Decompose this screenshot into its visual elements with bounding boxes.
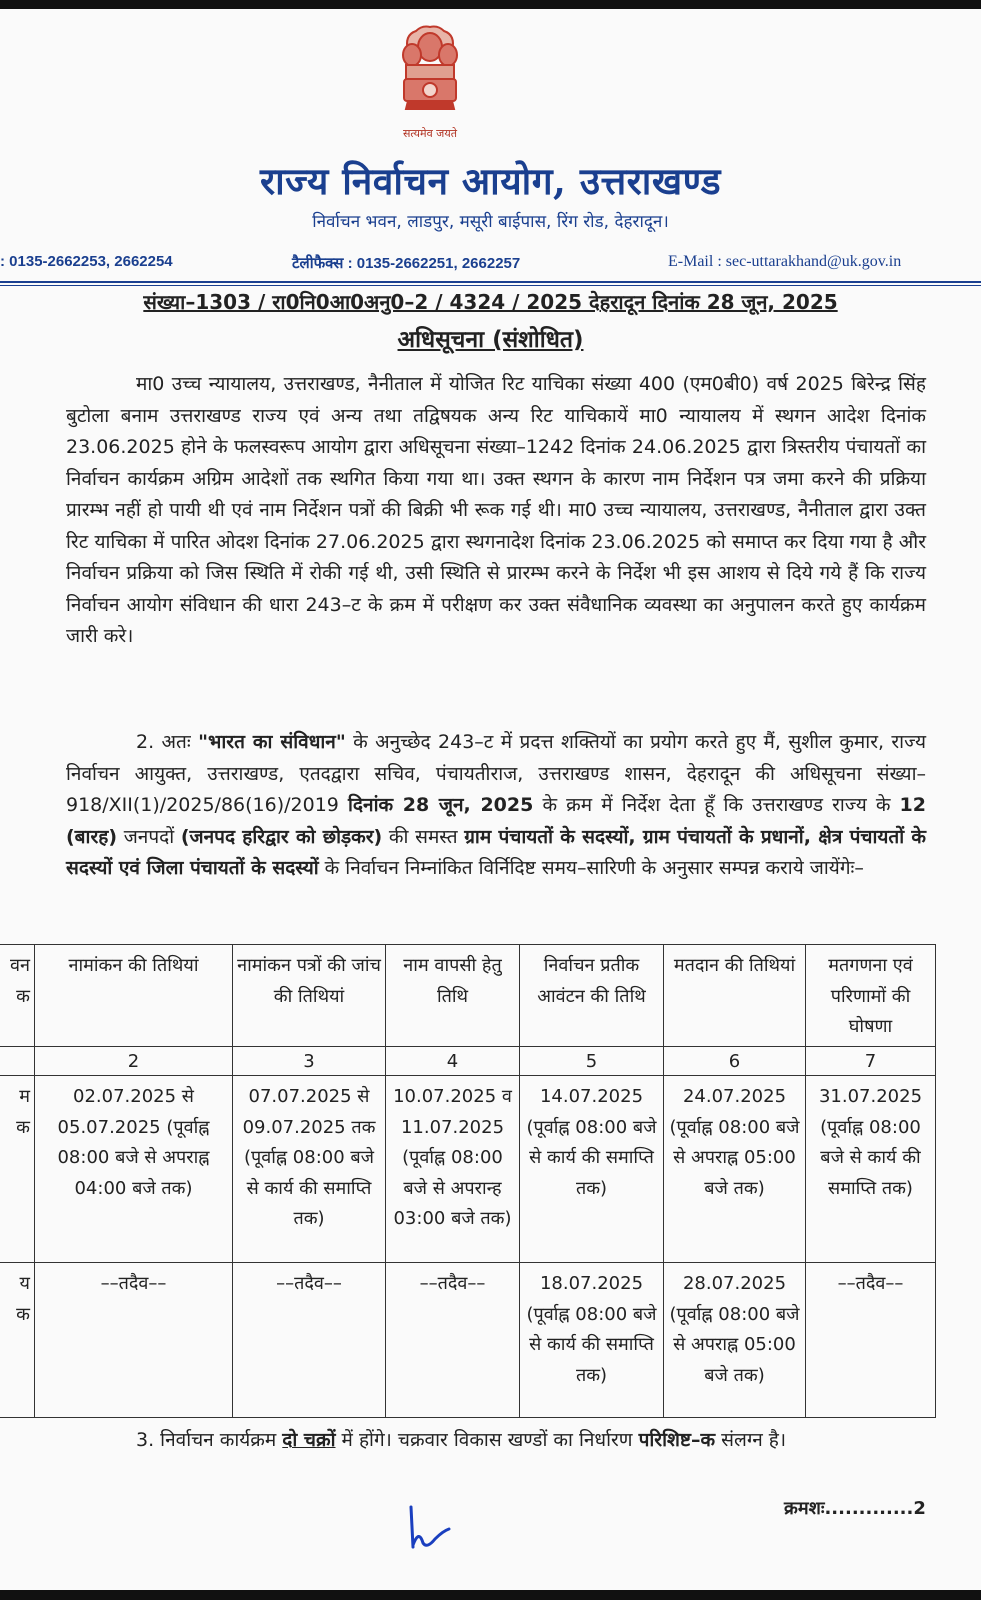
national-emblem-icon [394,21,466,123]
column-number: 7 [806,1047,936,1076]
para3-bold: परिशिष्ट–क [638,1429,716,1451]
para2-bold: (जनपद हरिद्वार को छोड़कर) [180,825,383,848]
reference-number: संख्या–1303 / रा0नि0आ0अनु0–2 / 4324 / 2025 देहरादून दिनांक 28 जून, 2025 [143,290,838,314]
table-header-cell: नामांकन पत्रों की जांच की तिथियां [233,945,386,1047]
table-cell: 02.07.2025 से 05.07.2025 (पूर्वाह्न 08:00 बजे से अपराह्न 04:00 बजे तक) [35,1076,233,1263]
header-divider-thin [0,285,981,286]
header-divider [0,281,981,283]
para2-text: की समस्त [382,825,465,848]
table-cell: 31.07.2025 (पूर्वाह्न 08:00 बजे से कार्य की समाप्ति तक) [806,1076,936,1263]
para3-bold: दो चक्रों [282,1429,336,1451]
para2-text: 2. अतः [136,731,199,753]
column-number: 2 [35,1047,233,1076]
column-number: 5 [520,1047,664,1076]
motto-text: सत्यमेव जयते [402,127,457,140]
phone-number: : 0135-2662253, 2662254 [0,253,173,270]
table-cell: ––तदैव–– [233,1263,386,1418]
table-cell: ––तदैव–– [35,1263,233,1418]
table-cell: 18.07.2025 (पूर्वाह्न 08:00 बजे से कार्य की समाप्ति तक) [520,1263,664,1418]
table-cell: ––तदैव–– [806,1263,936,1418]
table-cell: म क [0,1076,35,1263]
table-header-cell: वन क [0,945,35,1047]
table-header-cell: मतदान की तिथियां [664,945,806,1047]
table-row [0,1263,936,1418]
telefax-number: टैलीफैक्स : 0135-2662251, 2662257 [292,255,521,272]
table-cell: 07.07.2025 से 09.07.2025 तक (पूर्वाह्न 08:00 बजे से कार्य की समाप्ति तक) [233,1076,386,1263]
para2-bold: "भारत का संविधान" [198,731,346,753]
email-address: E-Mail : sec-uttarakhand@uk.gov.in [668,253,902,270]
table-cell: 24.07.2025 (पूर्वाह्न 08:00 बजे से अपराह्न 05:00 बजे तक) [664,1076,806,1263]
para2-bold: ग्राम पंचायतों के सदस्यों, ग्राम पंचायतों के प्रधानों, क्षेत्र पंचायतों के सदस्यों एवं जिला पंचायतों के सदस्यों [66,825,926,879]
document-page [0,9,981,1590]
table-header-cell: मतगणना एवं परिणामों की घोषणा [806,945,936,1047]
signature-icon [405,1499,455,1554]
para2-text: जनपदों [117,825,181,848]
table-cell: 28.07.2025 (पूर्वाह्न 08:00 बजे से अपराह्न 05:00 बजे तक) [664,1263,806,1418]
para3-text: संलग्न है। [715,1429,787,1451]
para3-text: में होंगे। चक्रवार विकास खण्डों का निर्धारण [335,1429,639,1451]
paragraph-3 [66,1425,926,1457]
table-cell: 10.07.2025 व 11.07.2025 (पूर्वाह्न 08:00 बजे से अपरान्ह 03:00 बजे तक) [386,1076,520,1263]
para3-text: 3. निर्वाचन कार्यक्रम [136,1429,283,1451]
table-cell: य क [0,1263,35,1418]
para2-bold: 12 (बारह) [66,794,926,848]
page-continuation: क्रमशः.............2 [784,1498,926,1519]
para2-text: के अनुच्छेद 243–ट में प्रदत्त शक्तियों का प्रयोग करते हुए मैं, सुशील कुमार, राज्य निर्वाचन आयुक्त, उत्तराखण्ड, एतदद्वारा सचिव, पंचायतीराज, उत्तराखण्ड शासन, देहरादून की अधिसूचना संख्या–918/XII(1)/2025/86(16)/2019 [66,731,926,816]
election-schedule-table [0,944,936,1418]
table-header-cell: नाम वापसी हेतु तिथि [386,945,520,1047]
table-cell: ––तदैव–– [386,1263,520,1418]
column-number: 4 [386,1047,520,1076]
table-header-cell: नामांकन की तिथियां [35,945,233,1047]
notification-heading: अधिसूचना (संशोधित) [397,327,584,353]
organization-address: निर्वाचन भवन, लाडपुर, मसूरी बाईपास, रिंग रोड, देहरादून। [312,212,669,232]
para2-text: के क्रम में निर्देश देता हूँ कि उत्तराखण्ड राज्य के [533,794,900,816]
paragraph-1: मा0 उच्च न्यायालय, उत्तराखण्ड, नैनीताल में योजित रिट याचिका संख्या 400 (एम0बी0) वर्ष 2025 बिरेन्द्र सिंह बुटोला बनाम उत्तराखण्ड राज्य एवं अन्य तथा तद्विषयक अन्य रिट याचिकायें मा0 न्यायालय में स्थगन आदेश दिनांक 23.06.2025 होने के फलस्वरूप आयोग द्वारा अधिसूचना संख्या–1242 दिनांक 24.06.2025 द्वारा त्रिस्तरीय पंचायतों का निर्वाचन कार्यक्रम अग्रिम आदेशों तक स्थगित किया गया था। उक्त स्थगन के कारण नाम निर्देशन पत्र जमा करने की प्रक्रिया प्रारम्भ नहीं हो पायी थी एवं नाम निर्देशन पत्रों की बिक्री भी रूक गई थी। मा0 उच्च न्यायालय, उत्तराखण्ड, नैनीताल द्वारा उक्त रिट याचिका में पारित ओदश दिनांक 27.06.2025 द्वारा स्थगनादेश दिनांक 23.06.2025 को समाप्त कर दिया गया है और निर्वाचन प्रक्रिया को जिस स्थिति में रोकी गई थी, उसी स्थिति से प्रारम्भ करने के निर्देश भी इस आशय से दिये गये हैं कि राज्य निर्वाचन आयोग संविधान की धारा 243–ट के क्रम में परीक्षण कर उक्त संवैधानिक व्यवस्था का अनुपालन करते हुए कार्यक्रम जारी करे। [66,373,926,647]
para2-text: के निर्वाचन निम्नांकित विर्निदिष्ट समय–सारिणी के अनुसार सम्पन्न कराये जायेंगेः– [318,857,864,879]
paragraph-2 [66,727,926,885]
column-number: 6 [664,1047,806,1076]
column-number: 3 [233,1047,386,1076]
table-cell: 14.07.2025 (पूर्वाह्न 08:00 बजे से कार्य की समाप्ति तक) [520,1076,664,1263]
organization-title: राज्य निर्वाचन आयोग, उत्तराखण्ड [259,159,722,203]
table-row [0,1076,936,1263]
table-column-number-row [0,1047,936,1076]
column-number [0,1047,35,1076]
para2-bold: दिनांक 28 जून, 2025 [348,794,534,816]
table-header-row [0,945,936,1047]
table-header-cell: निर्वाचन प्रतीक आवंटन की तिथि [520,945,664,1047]
